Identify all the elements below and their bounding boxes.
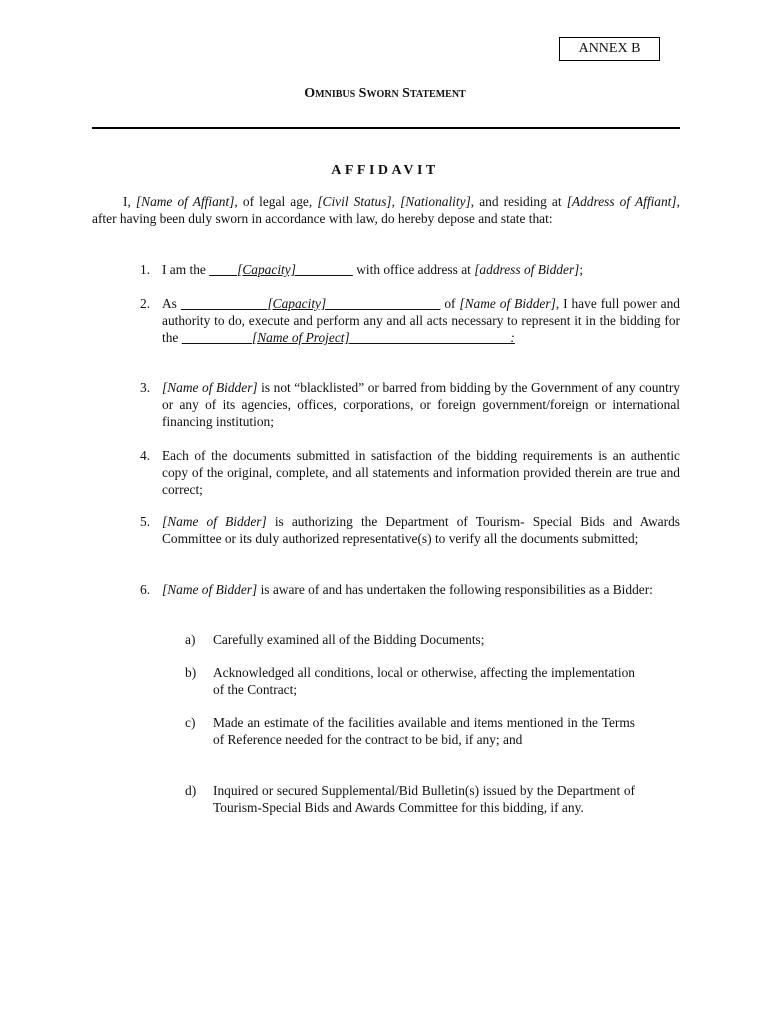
item-2-mid: of — [444, 296, 456, 311]
civil-status-placeholder: [Civil Status] — [317, 194, 392, 209]
sub-list-item — [185, 714, 635, 748]
bidder-name-placeholder: [Name of Bidder] — [162, 582, 258, 597]
item-1-end: ; — [579, 262, 584, 277]
sub-list-item — [185, 664, 635, 698]
sub-list-item — [185, 782, 635, 816]
list-item — [140, 379, 680, 430]
capacity-blank — [181, 296, 441, 311]
sub-list-item — [185, 631, 635, 648]
bidder-address-placeholder: [address of Bidder] — [474, 262, 580, 277]
intro-text-1: , of legal age, — [234, 194, 313, 209]
capacity-placeholder: [Capacity] — [237, 262, 296, 277]
item-3-text: is not “blacklisted” or barred from bidding by the Government of any country or any of its agencies, offices, corporations, or foreign government/foreign or international financing institution; — [162, 380, 681, 429]
sub-item-text: Acknowledged all conditions, local or otherwise, affecting the implementation of the Contract; — [213, 665, 635, 697]
nationality-placeholder: [Nationality] — [400, 194, 471, 209]
affidavit-heading: AFFIDAVIT — [331, 163, 439, 178]
list-item — [140, 513, 680, 547]
item-5-text: is authorizing the Department of Tourism- Special Bids and Awards Committee or its duly authorized representative(s) to verify all the documents submitted; — [162, 514, 680, 546]
intro-lead: I, — [123, 194, 131, 209]
document-title: Omnibus Sworn Statement — [304, 86, 466, 101]
sub-item-label: a) — [185, 632, 196, 647]
list-item — [140, 447, 680, 498]
item-text — [162, 379, 680, 430]
list-item — [140, 295, 680, 346]
item-number: 1. — [140, 262, 151, 277]
item-text: Each of the documents submitted in satisfaction of the bidding requirements is an authentic copy of the original, complete, and all statements and information provided therein are true and correct; — [162, 448, 680, 497]
bidder-name-placeholder: [Name of Bidder] — [162, 514, 267, 529]
item-number: 4. — [140, 448, 151, 463]
affiant-address-placeholder: [Address of Affiant] — [566, 194, 677, 209]
item-2-lead: As — [162, 296, 177, 311]
sub-item-text: Carefully examined all of the Bidding Documents; — [213, 632, 485, 647]
item-number: 6. — [140, 582, 151, 597]
item-text — [162, 581, 680, 598]
affiant-name-placeholder: [Name of Affiant] — [135, 194, 235, 209]
item-number: 2. — [140, 296, 151, 311]
bidder-name-placeholder: [Name of Bidder] — [459, 296, 556, 311]
item-6-text: is aware of and has undertaken the following responsibilities as a Bidder: — [260, 582, 653, 597]
sub-item-label: c) — [185, 715, 196, 730]
bidder-name-placeholder: [Name of Bidder] — [162, 380, 258, 395]
item-1-mid: with office address at — [356, 262, 471, 277]
item-2-text: , I have full power and authority to do, execute and perform any and all acts necessary to represent it in the bidding for the — [162, 296, 680, 345]
item-number: 5. — [140, 514, 151, 529]
sub-item-label: b) — [185, 665, 197, 680]
item-text — [162, 513, 680, 547]
capacity-placeholder: [Capacity] — [267, 296, 327, 311]
capacity-blank — [209, 262, 353, 277]
item-1-lead: I am the — [162, 262, 206, 277]
project-name-placeholder: [Name of Project] — [252, 330, 350, 345]
project-blank — [182, 330, 515, 345]
title-divider — [92, 127, 680, 129]
intro-paragraph — [92, 193, 680, 227]
item-number: 3. — [140, 380, 151, 395]
item-text — [162, 261, 680, 278]
intro-text-2: , — [391, 194, 395, 209]
intro-text-3: , and residing at — [470, 194, 562, 209]
intro-text-4: , after having been duly sworn in accordance with law, do hereby depose and state that: — [92, 194, 680, 226]
sub-item-text: Inquired or secured Supplemental/Bid Bulletin(s) issued by the Department of Tourism-Special Bids and Awards Committee for this bidding, if any. — [213, 783, 635, 815]
sub-item-label: d) — [185, 783, 197, 798]
item-text — [162, 295, 680, 346]
sub-item-text: Made an estimate of the facilities available and items mentioned in the Terms of Reference needed for the contract to be bid, if any; and — [213, 715, 635, 747]
list-item — [140, 261, 680, 278]
annex-label: ANNEX B — [559, 37, 660, 61]
list-item — [140, 581, 680, 598]
item-2-end: : — [510, 330, 515, 345]
